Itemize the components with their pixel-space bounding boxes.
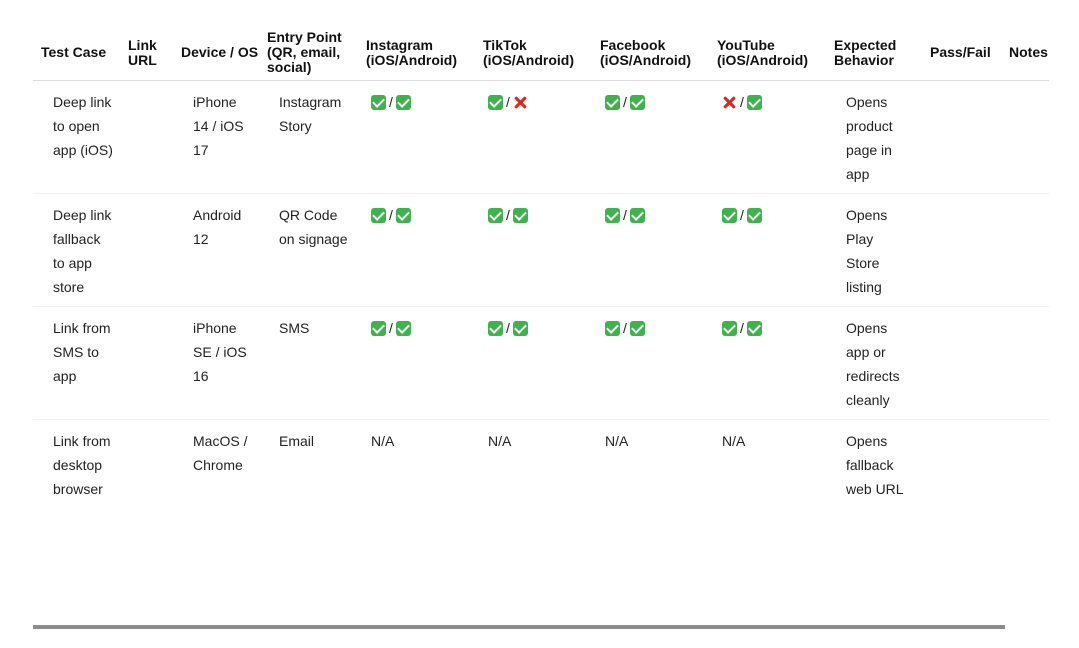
cell-entry-point xyxy=(259,81,358,194)
cell-entry-point xyxy=(259,194,358,307)
cell-facebook-status xyxy=(592,420,709,509)
cell-test-case xyxy=(33,420,120,509)
header-device-os: Device / OS xyxy=(173,26,259,81)
cell-instagram-status xyxy=(358,81,475,194)
header-entry-point: Entry Point (QR, email, social) xyxy=(259,26,358,81)
table-row xyxy=(33,194,1049,307)
cell-test-case xyxy=(33,194,120,307)
header-facebook: Facebook (iOS/Android) xyxy=(592,26,709,81)
cell-youtube-status xyxy=(709,307,826,420)
cell-youtube-status xyxy=(709,420,826,509)
cell-tiktok-status xyxy=(475,194,592,307)
header-link-url: Link URL xyxy=(120,26,173,81)
cell-expected-behavior xyxy=(826,420,918,509)
check-mark-icon xyxy=(747,321,762,336)
status-text: N/A xyxy=(488,433,512,449)
cell-link-url xyxy=(120,81,173,194)
status-separator: / xyxy=(506,320,510,336)
check-mark-icon xyxy=(722,321,737,336)
status-text: N/A xyxy=(722,433,746,449)
status-separator: / xyxy=(740,94,744,110)
cell-entry-point-text: Email xyxy=(279,433,315,449)
check-mark-icon xyxy=(605,208,620,223)
status-separator: / xyxy=(623,207,627,223)
cross-mark-icon xyxy=(722,95,737,110)
cell-test-case-text: Link from desktop browser xyxy=(53,433,111,497)
check-mark-icon xyxy=(371,321,386,336)
cell-test-case xyxy=(33,81,120,194)
status-separator: / xyxy=(389,320,393,336)
check-mark-icon xyxy=(488,208,503,223)
check-mark-icon xyxy=(747,208,762,223)
cell-device-os-text: iPhone 14 / iOS 17 xyxy=(193,94,244,158)
cell-notes xyxy=(1001,307,1049,420)
status-separator: / xyxy=(506,207,510,223)
header-expected-behavior: Expected Behavior xyxy=(826,26,918,81)
cell-device-os-text: iPhone SE / iOS 16 xyxy=(193,320,247,384)
cell-test-case-text: Link from SMS to app xyxy=(53,320,111,384)
header-pass-fail: Pass/Fail xyxy=(918,26,1001,81)
horizontal-rule xyxy=(33,625,1005,629)
cell-instagram-status xyxy=(358,194,475,307)
check-mark-icon xyxy=(513,208,528,223)
status-separator: / xyxy=(389,94,393,110)
cell-pass-fail xyxy=(918,194,1001,307)
header-notes: Notes xyxy=(1001,26,1049,81)
status-text: N/A xyxy=(605,433,629,449)
cell-link-url xyxy=(120,307,173,420)
cell-instagram-status xyxy=(358,420,475,509)
check-mark-icon xyxy=(722,208,737,223)
cell-link-url xyxy=(120,420,173,509)
cross-mark-icon xyxy=(513,95,528,110)
cell-tiktok-status xyxy=(475,420,592,509)
cell-device-os xyxy=(173,194,259,307)
cell-device-os-text: MacOS / Chrome xyxy=(193,433,248,473)
cell-facebook-status xyxy=(592,307,709,420)
cell-device-os-text: Android 12 xyxy=(193,207,242,247)
table-row xyxy=(33,307,1049,420)
cell-notes xyxy=(1001,420,1049,509)
cell-expected-behavior xyxy=(826,81,918,194)
cell-expected-behavior xyxy=(826,194,918,307)
check-mark-icon xyxy=(630,321,645,336)
cell-device-os xyxy=(173,420,259,509)
table-row xyxy=(33,81,1049,194)
status-separator: / xyxy=(389,207,393,223)
cell-youtube-status xyxy=(709,194,826,307)
header-instagram: Instagram (iOS/Android) xyxy=(358,26,475,81)
check-mark-icon xyxy=(747,95,762,110)
cell-test-case-text: Deep link to open app (iOS) xyxy=(53,94,113,158)
cell-test-case-text: Deep link fallback to app store xyxy=(53,207,112,295)
cell-entry-point xyxy=(259,307,358,420)
cell-pass-fail xyxy=(918,307,1001,420)
status-separator: / xyxy=(740,320,744,336)
cell-tiktok-status xyxy=(475,81,592,194)
cell-youtube-status xyxy=(709,81,826,194)
table-row xyxy=(33,420,1049,509)
cell-facebook-status xyxy=(592,194,709,307)
cell-test-case xyxy=(33,307,120,420)
test-matrix-table xyxy=(33,26,1049,508)
status-text: N/A xyxy=(371,433,395,449)
check-mark-icon xyxy=(488,95,503,110)
cell-link-url xyxy=(120,194,173,307)
header-test-case: Test Case xyxy=(33,26,120,81)
header-row xyxy=(33,26,1049,81)
cell-entry-point-text: SMS xyxy=(279,320,310,336)
check-mark-icon xyxy=(396,95,411,110)
cell-expected-behavior xyxy=(826,307,918,420)
check-mark-icon xyxy=(605,321,620,336)
status-separator: / xyxy=(623,94,627,110)
check-mark-icon xyxy=(488,321,503,336)
check-mark-icon xyxy=(513,321,528,336)
cell-tiktok-status xyxy=(475,307,592,420)
cell-expected-behavior-text: Opens fallback web URL xyxy=(846,433,904,497)
check-mark-icon xyxy=(396,321,411,336)
status-separator: / xyxy=(623,320,627,336)
cell-notes xyxy=(1001,81,1049,194)
cell-expected-behavior-text: Opens Play Store listing xyxy=(846,207,888,295)
status-separator: / xyxy=(506,94,510,110)
cell-entry-point xyxy=(259,420,358,509)
cell-device-os xyxy=(173,307,259,420)
cell-device-os xyxy=(173,81,259,194)
cell-notes xyxy=(1001,194,1049,307)
check-mark-icon xyxy=(605,95,620,110)
cell-pass-fail xyxy=(918,420,1001,509)
check-mark-icon xyxy=(371,208,386,223)
check-mark-icon xyxy=(396,208,411,223)
cell-entry-point-text: QR Code on signage xyxy=(279,207,348,247)
cell-entry-point-text: Instagram Story xyxy=(279,94,342,134)
header-tiktok: TikTok (iOS/Android) xyxy=(475,26,592,81)
cell-pass-fail xyxy=(918,81,1001,194)
check-mark-icon xyxy=(371,95,386,110)
cell-facebook-status xyxy=(592,81,709,194)
check-mark-icon xyxy=(630,208,645,223)
cell-instagram-status xyxy=(358,307,475,420)
cell-expected-behavior-text: Opens app or redirects cleanly xyxy=(846,320,900,408)
cell-expected-behavior-text: Opens product page in app xyxy=(846,94,893,182)
check-mark-icon xyxy=(630,95,645,110)
status-separator: / xyxy=(740,207,744,223)
header-youtube: YouTube (iOS/Android) xyxy=(709,26,826,81)
